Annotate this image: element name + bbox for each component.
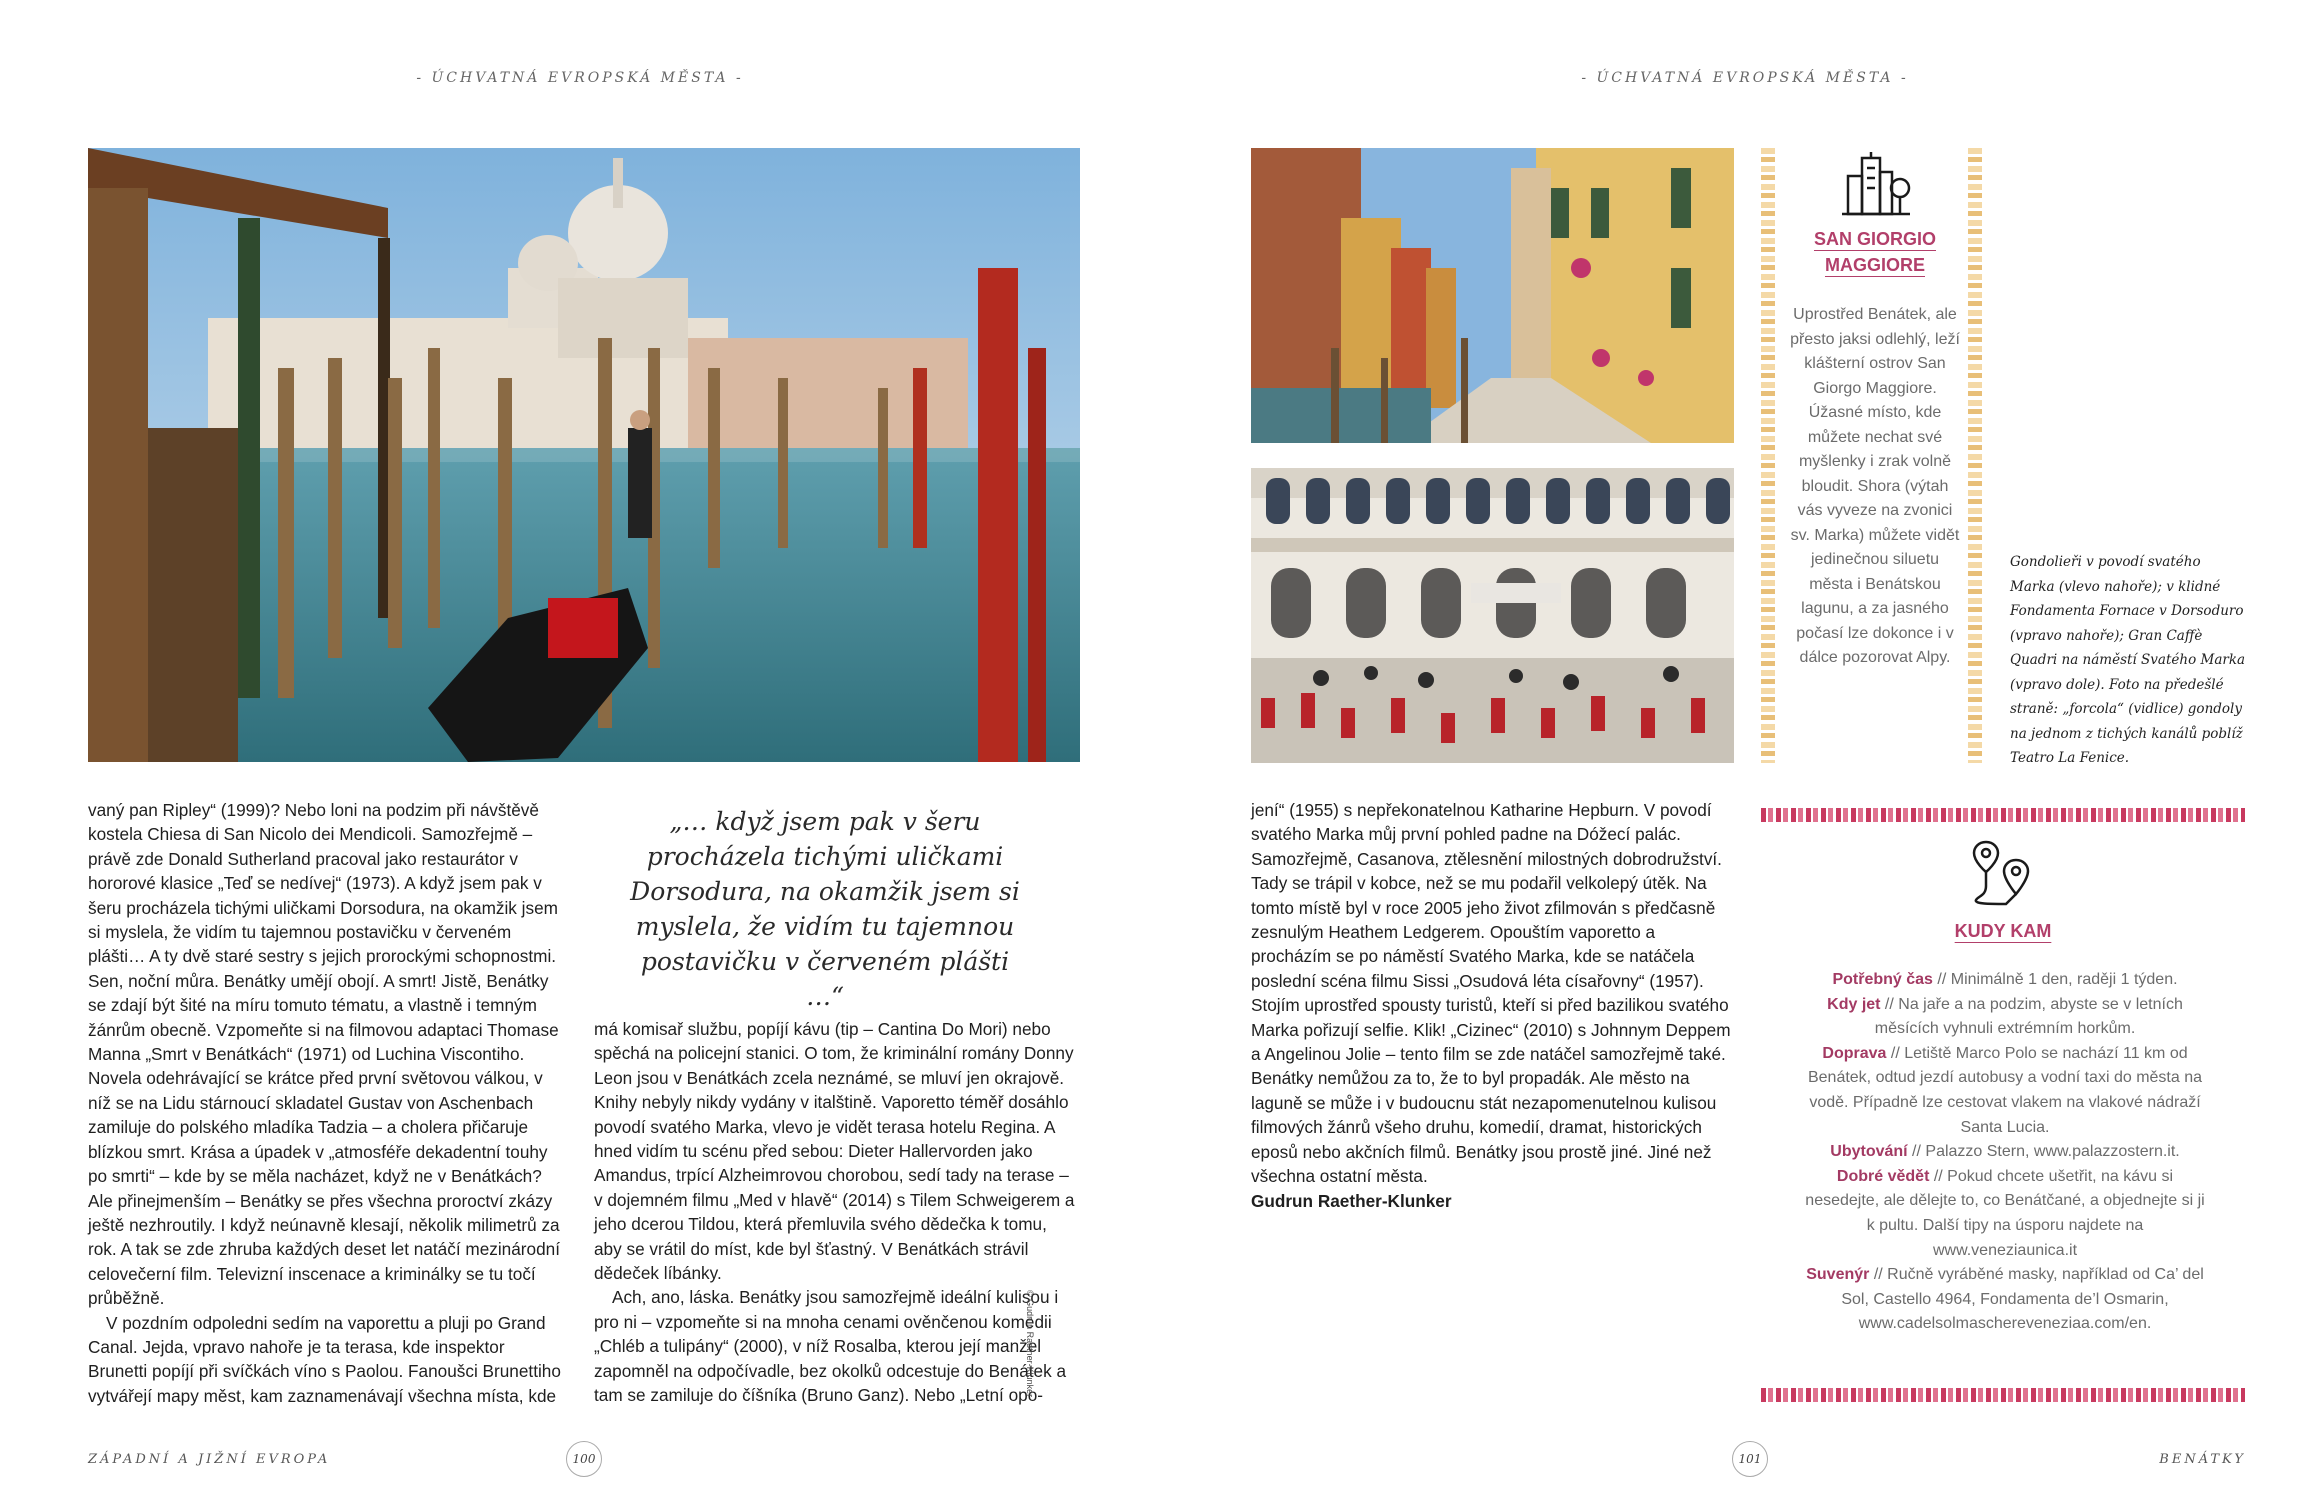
photo-caption: Gondolieři v povodí svatého Marka (vlevo nahoře); v klidné Fondamenta Fornace v Dorsoduro (vpravo nahoře); Gran Caffè Quadri na náměstí Svatého Marka (vpravo dole). Foto na předešlé straně: „forcola“ (vidlice) gondoly na jednom z tichých kanálů poblíž Teatro La Fenice. (2010, 554, 2246, 766)
kudy-kam-item-ubytovani (1800, 1140, 2210, 1165)
left-column-1-paragraph-2: V pozdním odpoledni sedím na vaporettu a pluji po Grand Canal. Jejda, vpravo nahoře je ta terasa, kde inspektor Brunetti popíjí při svíčkách víno s Paolou. Fanoušci Brunettiho vytvářejí mapy měst, kam zaznamenávají všechna místa, kde (88, 1312, 561, 1406)
photo-gondola-grand-canal (88, 148, 1080, 762)
sidebar-title-line-2: MAGGIORE (1824, 255, 1925, 275)
photo-gran-caffe-quadri (1251, 468, 1734, 763)
kudy-kam-label: Dobré vědět (1836, 1167, 1930, 1185)
kudy-kam-icon (1970, 838, 2036, 908)
left-running-head: - ÚCHVATNÁ EVROPSKÁ MĚSTA - (416, 70, 744, 86)
sidebar-left-floral-border (1761, 148, 1775, 763)
photo-fondamenta-fornace (1251, 148, 1734, 443)
kudy-kam-separator: // (1886, 1044, 1905, 1062)
kudy-kam-item-kdy-jet (1800, 993, 2210, 1042)
left-column-1 (88, 798, 568, 1408)
route-pin-icon (1970, 838, 2036, 908)
right-column-1 (1251, 798, 1733, 1213)
sidebar-right-floral-border (1968, 148, 1982, 763)
kudy-kam-item-doprava (1800, 1042, 2210, 1140)
kudy-kam-text: Na jaře a na podzim, abyste se v letních měsících vyhnuli extrémním horkům. (1874, 995, 2183, 1038)
kudy-kam-text: Palazzo Stern, www.palazzostern.it. (1925, 1143, 2180, 1161)
sidebar-icon (1840, 148, 1912, 216)
left-column-2-paragraph-1: má komisař službu, popíjí kávu (tip – Cantina Do Mori) nebo spěchá na policejní stanici. O tom, že kriminální romány Donny Leon jsou v Benátkách zcela neznámé, se mluví jen okrajově. Knihy nebyly nikdy vydány v italštině. Vaporetto téměř dosáhlo povodí svatého Marka, vlevo je vidět terasa hotelu Regina. A hned vidím tu scénu před sebou: Dieter Hallervorden jako Amandus, trpící Alzheimrovou chorobou, sedí tady na terase – v dojemném filmu „Med v hlavě“ (2014) s Tilem Schweigerem a jeho dcerou Tildou, která přemluvila svého dědečka k tomu, aby se vrátil do míst, kde byl šťastný. V Benátkách strávil dědeček líbánky. (594, 1019, 1075, 1284)
right-page-number: 101 (1732, 1441, 1768, 1477)
kudy-kam-separator: // (1880, 995, 1899, 1013)
kudy-kam-text: Ručně vyráběné masky, například od Ca’ del Sol, Castello 4964, Fondamenta de’l Osmarin, www.cadelsolmaschereveneziaa.com/en. (1841, 1266, 2204, 1333)
sidebar-title-line-1: SAN GIORGIO (1813, 229, 1936, 249)
kudy-kam-text: Letiště Marco Polo se nachází 11 km od Benátek, odtud jezdí autobusy a vodní taxi do města na vodě. Případně lze cestovat vlakem na vlakové nádraží Santa Lucia. (1807, 1044, 2203, 1136)
pull-quote: „… když jsem pak v šeru procházela tichými uličkami Dorsodura, na okamžik jsem si myslela, že vidím tu tajemnou postavičku v červeném plášti …“ (630, 807, 1020, 1011)
left-footer-section: ZÁPADNÍ A JIŽNÍ EVROPA (88, 1452, 331, 1467)
kudy-kam-text: Pokud chcete ušetřit, na kávu si nesedejte, ale dělejte to, co Benátčané, a objednejte si ji k pultu. Další tipy na úsporu najdete na www.veneziaunica.it (1805, 1167, 2205, 1259)
kudy-kam-label: Ubytování (1830, 1143, 1908, 1161)
left-page-number: 100 (566, 1441, 602, 1477)
kudy-kam-top-floral-border (1761, 808, 2245, 822)
left-column-2 (594, 1017, 1076, 1408)
kudy-kam-list (1800, 968, 2210, 1337)
kudy-kam-item-potrebny-cas (1800, 968, 2210, 993)
right-running-head: - ÚCHVATNÁ EVROPSKÁ MĚSTA - (1581, 70, 1909, 86)
left-column-1-paragraph-1: vaný pan Ripley“ (1999)? Nebo loni na podzim při návštěvě kostela Chiesa di San Nicolo dei Mendicoli. Samozřejmě – právě zde Donald Sutherland pracoval jako restaurátor v hororové klasice „Teď se nedívej“ (1973). A když jsem pak v šeru procházela tichými uličkami Dorsodura, na okamžik jsem si myslela, že vidím tu tajemnou postavičku v červeném plášti… A ty dvě staré sestry s jejich prorockými schopnostmi. Sen, noční můra. Benátky umějí obojí. A smrt! Jistě, Benátky se zdají být šité na míru tomuto tématu, a vlastně i temným žánrům obecně. Vzpomeňte si na filmovou adaptaci Thomase Manna „Smrt v Benátkách“ (1971) od Luchina Viscontiho. Novela odehrávající se krátce před první světovou válkou, v níž se na Lidu stárnoucí skladatel Gustav von Aschenbach zamiluje do polského mladíka Tadzia – a cholera přičaruje blízkou smrt. Krása a úpadek v „atmosféře dekadentní touhy po smrti“ – kde by se měla nacházet, když ne v Benátkách? Ale přinejmenším – Benátky se přes všechna proroctví zkázy ještě nezhroutily. I když neúnavně klesají, několik milimetrů za rok. A tak se zde zhruba každých deset let natáčí mezinárodní celovečerní film. Televizní inscenace a kriminálky se tu točí průběžně. (88, 800, 560, 1309)
photo-credit: © Gudrun Raether-Klunker (1025, 1290, 1035, 1398)
kudy-kam-separator: // (1869, 1266, 1888, 1284)
kudy-kam-separator: // (1929, 1167, 1948, 1185)
kudy-kam-bottom-floral-border (1761, 1388, 2245, 1402)
kudy-kam-title: KUDY KAM (1954, 921, 2052, 941)
sidebar-text: Uprostřed Benátek, ale přesto jaksi odlehlý, leží klášterní ostrov San Giorgo Maggiore. Úžasné místo, kde můžete nechat své myšlenky i zrak volně bloudit. Shora (výtah vás vyveze na zvonici sv. Marka) můžete vidět jedinečnou siluetu města i Benátskou lagunu, a za jasného počasí lze dokonce i v dálce pozorovat Alpy. (1790, 306, 1960, 666)
sidebar-title (1785, 226, 1965, 278)
kudy-kam-separator: // (1932, 971, 1951, 988)
kudy-kam-item-dobre-vedet (1800, 1165, 2210, 1263)
kudy-kam-item-suvenyr (1800, 1263, 2210, 1337)
kudy-kam-label: Suvenýr (1806, 1266, 1870, 1284)
right-footer-section: BENÁTKY (2159, 1452, 2246, 1467)
left-column-2-paragraph-2: Ach, ano, láska. Benátky jsou samozřejmě ideální kulisou i pro ni – vzpomeňte si na mnoha cenami ověnčenou komedii „Chléb a tulipány“ (2000), v níž Rosalba, kterou její manžel zapomněl na odpočívadle, bez okolků odcestuje do Benátek a tam se zamiluje do číšníka (Bruno Ganz). Nebo „Letní opo- (594, 1287, 1067, 1406)
kudy-kam-text: Minimálně 1 den, raději 1 týden. (1950, 971, 2178, 988)
author-name: Gudrun Raether-Klunker (1251, 1190, 1452, 1211)
city-buildings-icon (1840, 148, 1912, 216)
kudy-kam-label: Doprava (1822, 1044, 1887, 1062)
right-column-1-paragraph-1: jení“ (1955) s nepřekonatelnou Katharine Hepburn. V povodí svatého Marka můj první pohled padne na Dóžecí palác. Samozřejmě, Casanova, ztělesnění milostných dobrodružství. Tady se trápil v kobce, než se mu podařil velkolepý útěk. Na tomto místě byl v roce 2005 jeho život zfilmován s předčasně zesnulým Heathem Ledgerem. Opouštím vaporetto a procházím se po náměstí Svatého Marka, kde se natáčela poslední scéna filmu Sissi „Osudová léta císařovny“ (1957). Stojím uprostřed spousty turistů, kteří si před bazilikou svatého Marka pořizují selfie. Klik! „Cizinec“ (2010) s Johnnym Deppem a Angelinou Jolie – tento film se zde natáčel samozřejmě také. Benátky nemůžou za to, že to byl propadák. Ale město na laguně se může i v budoucnu stát nezapomenutelnou kulisou filmových žánrů všeho druhu, komedií, dramat, historických eposů nebo akčních filmů. Benátky jsou prostě jiné. Jiné než všechna ostatní města. (1251, 800, 1731, 1187)
kudy-kam-label: Potřebný čas (1832, 971, 1933, 988)
kudy-kam-label: Kdy jet (1827, 995, 1881, 1013)
kudy-kam-separator: // (1907, 1143, 1926, 1161)
